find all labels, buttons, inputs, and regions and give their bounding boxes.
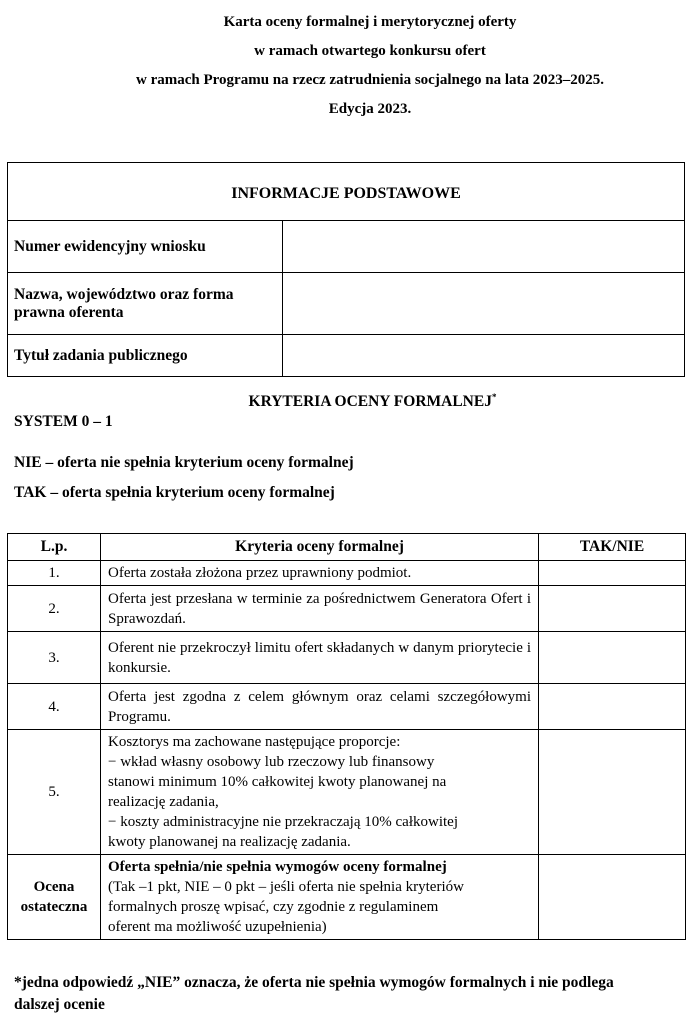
system-label: SYSTEM 0 – 1 <box>14 413 113 430</box>
criterion-line: kwoty planowanej na realizację zadania. <box>108 834 351 850</box>
yes-no-cell[interactable] <box>539 684 686 730</box>
final-bold-line: Oferta spełnia/nie spełnia wymogów oceny formalnej <box>108 859 447 875</box>
criterion-line: stanowi minimum 10% całkowitej kwoty planowanej na <box>108 774 447 790</box>
basic-info-title: INFORMACJE PODSTAWOWE <box>8 163 685 221</box>
yes-no-cell[interactable] <box>539 632 686 684</box>
tak-definition: TAK – oferta spełnia kryterium oceny formalnej <box>14 484 335 501</box>
applicant-name-label: Nazwa, województwo oraz forma prawna oferenta <box>8 273 283 335</box>
header-line-3: w ramach Programu na rzecz zatrudnienia socjalnego na lata 2023–2025. <box>136 72 604 88</box>
criterion-text: Oferta jest zgodna z celem głównym oraz celami szczegółowymi Programu. <box>101 684 539 730</box>
formal-criteria-title-text: KRYTERIA OCENY FORMALNEJ <box>248 393 492 411</box>
final-label-line: Ocena <box>33 879 75 895</box>
final-yes-no-cell[interactable] <box>539 855 686 940</box>
final-assessment-label <box>8 855 101 940</box>
document-header <box>0 8 700 124</box>
criterion-text: Oferent nie przekroczył limitu ofert składanych w danym priorytecie i konkursie. <box>101 632 539 684</box>
header-line-1: Karta oceny formalnej i merytorycznej oferty <box>223 14 517 30</box>
footnote <box>14 972 699 1016</box>
criterion-text <box>101 730 539 855</box>
col-header-criteria: Kryteria oceny formalnej <box>101 534 539 561</box>
task-title-field[interactable] <box>283 335 685 377</box>
col-header-yes-no: TAK/NIE <box>539 534 686 561</box>
criterion-line: − wkład własny osobowy lub rzeczowy lub finansowy <box>108 754 435 770</box>
row-number: 5. <box>8 730 101 855</box>
final-assessment-text <box>101 855 539 940</box>
row-number: 4. <box>8 684 101 730</box>
criterion-text: Oferta jest przesłana w terminie za pośrednictwem Generatora Ofert i Sprawozdań. <box>101 586 539 632</box>
formal-criteria-table <box>7 533 686 940</box>
yes-no-cell[interactable] <box>539 586 686 632</box>
footnote-line: dalszej ocenie <box>14 996 105 1013</box>
criterion-line: Kosztorys ma zachowane następujące proporcje: <box>108 734 401 750</box>
yes-no-cell[interactable] <box>539 730 686 855</box>
task-title-label: Tytuł zadania publicznego <box>8 335 283 377</box>
formal-criteria-title <box>0 392 700 411</box>
header-line-4: Edycja 2023. <box>328 101 412 117</box>
final-note-line: formalnych proszę wpisać, czy zgodnie z regulaminem <box>108 899 439 915</box>
final-note-line: oferent ma możliwość uzupełnienia) <box>108 919 327 935</box>
applicant-name-field[interactable] <box>283 273 685 335</box>
criterion-line: realizację zadania, <box>108 794 219 810</box>
row-number: 2. <box>8 586 101 632</box>
criterion-text: Oferta została złożona przez uprawniony podmiot. <box>101 561 539 586</box>
criterion-line: − koszty administracyjne nie przekraczają 10% całkowitej <box>108 814 458 830</box>
nie-definition: NIE – oferta nie spełnia kryterium oceny formalnej <box>14 454 354 471</box>
yes-no-cell[interactable] <box>539 561 686 586</box>
row-number: 3. <box>8 632 101 684</box>
header-line-2: w ramach otwartego konkursu ofert <box>254 43 486 59</box>
record-number-label: Numer ewidencyjny wniosku <box>8 221 283 273</box>
footnote-mark: * <box>491 392 497 402</box>
final-label-line: ostateczna <box>20 899 88 915</box>
col-header-lp: L.p. <box>8 534 101 561</box>
record-number-field[interactable] <box>283 221 685 273</box>
footnote-line: *jedna odpowiedź „NIE” oznacza, że oferta nie spełnia wymogów formalnych i nie podlega <box>14 974 614 991</box>
basic-info-table <box>7 162 685 377</box>
final-note-line: (Tak –1 pkt, NIE – 0 pkt – jeśli oferta nie spełnia kryteriów <box>108 879 464 895</box>
row-number: 1. <box>8 561 101 586</box>
